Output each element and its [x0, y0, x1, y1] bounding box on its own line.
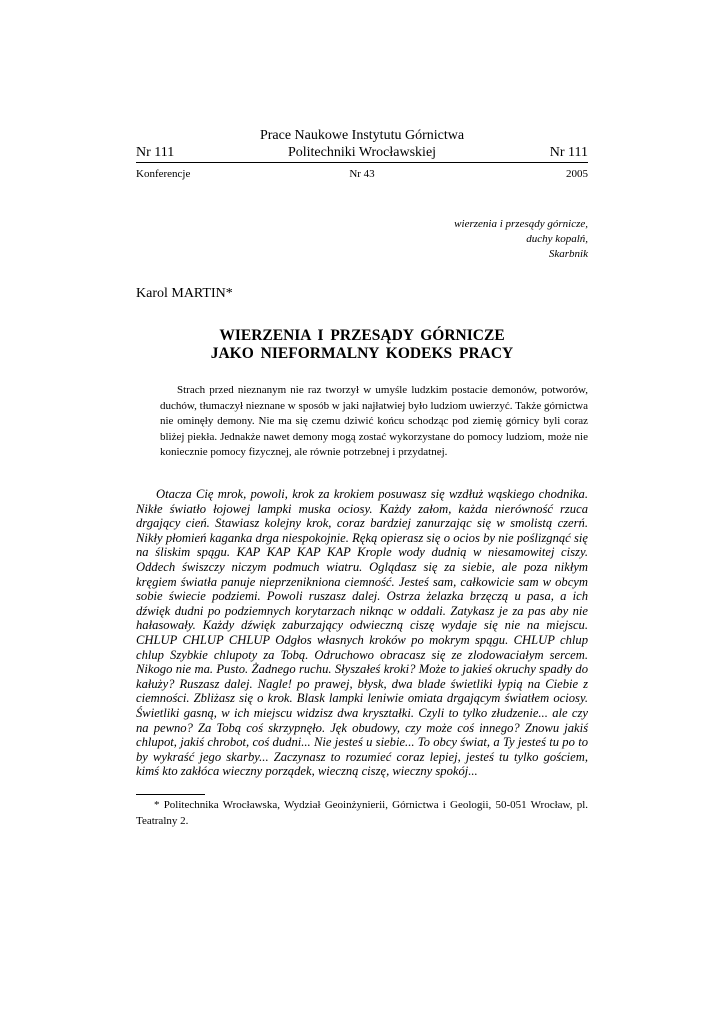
- journal-university: Politechniki Wrocławskiej: [287, 145, 437, 160]
- keyword: duchy kopalń,: [526, 233, 588, 245]
- title-line: WIERZENIA I PRZESĄDY GÓRNICZE: [219, 327, 505, 344]
- series-number: Nr 43: [349, 168, 375, 180]
- issue-number-right: Nr 111: [549, 145, 588, 160]
- body-text: [136, 487, 588, 779]
- footnote-divider: [136, 794, 205, 795]
- header-divider: [136, 162, 588, 163]
- body-paragraph: Otacza Cię mrok, powoli, krok za krokiem posuwasz się wzdłuż wąskiego chodnika. Nikłe światło łojowej lampki muska ociosy. Każdy załom, każda nierówność rzuca drgający cień. Stawiasz kolejny krok, coraz bardziej zanurzając się w smolistą czerń. Nikły płomień kaganka drga niespokojnie. Ręką opierasz się o ocios by nie poślizgnąć się na śliskim spągu. KAP KAP KAP KAP Krople wody dudnią w niesamowitej ciszy. Oddech świszczy niczym podmuch wiatru. Oglądasz się za siebie, ale poza nikłym kręgiem światła panuje nieprzenikniona ciemność. Jesteś sam, całkowicie sam w obcym sobie świecie podziemi. Powoli ruszasz dalej. Ostrza żelazka brzęczą u pasa, a ich dźwięk dudni po podziemnych korytarzach niknąc w oddali. Zatykasz je za pas aby nie hałasowały. Każdy dźwięk zaburzający odwieczną ciszę wydaje się nie na miejscu. CHLUP CHLUP CHLUP Odgłos własnych kroków po mokrym spągu. CHLUP chlup chlup Szybkie chlupoty za Tobą. Odruchowo obracasz się ze zlodowaciałym sercem. Nikogo nie ma. Pusto. Żadnego ruchu. Słyszałeś kroki? Może to jakieś okruchy spadły do kałuży? Ruszasz dalej. Nagle! po prawej, błysk, dwa blade świetliki łypią na Ciebie z ciemności. Zbliżasz się o krok. Blask lampki leniwie omiata drgającym światłem ociosy. Świetliki gasną, w ich miejscu widzisz dwa kryształki. Czyli to tylko złudzenie... ale czy na pewno? Za Tobą coś skrzypnęło. Jęk obudowy, czy może coś innego? Znowu jakiś chlupot, jakiś chrobot, coś dudni... Nie jesteś u siebie... To obcy świat, a Ty jesteś tu po to by wykraść jego skarby... Zaczynasz to rozumieć coraz lepiej, jesteś tu tylko gościem, kimś kto zakłóca wieczny porządek, wieczną ciszę, wieczny spokój...: [136, 487, 588, 779]
- abstract: [160, 383, 588, 461]
- footnote: [136, 797, 588, 829]
- keywords: [454, 217, 588, 262]
- publication-year: 2005: [566, 168, 588, 180]
- journal-title: Prace Naukowe Instytutu Górnictwa: [259, 128, 465, 143]
- series-name: Konferencje: [136, 168, 191, 180]
- issue-number-left: Nr 111: [136, 145, 175, 160]
- title-line: JAKO NIEFORMALNY KODEKS PRACY: [210, 345, 514, 362]
- article-title: [136, 327, 588, 363]
- keyword: wierzenia i przesądy górnicze,: [454, 218, 588, 230]
- author-name: Karol MARTIN*: [136, 286, 233, 301]
- journal-header-row: [136, 145, 588, 162]
- footnote-text: * Politechnika Wrocławska, Wydział Geoinżynierii, Górnictwa i Geologii, 50-051 Wrocław, pl. Teatralny 2.: [136, 799, 588, 827]
- series-row: [136, 168, 588, 182]
- abstract-paragraph: Strach przed nieznanym nie raz tworzył w umyśle ludzkim postacie demonów, potworów, duchów, tłumaczył nieznane w sposób w jaki najłatwiej było ludziom uwierzyć. Także górnictwa nie ominęły demony. Nie ma się czemu dziwić końcu schodząc pod ziemię górnicy byli coraz bliżej piekła. Jednakże nawet demony mogą zostać wykorzystane do pomocy ludziom, może nie koniecznie pomocy fizycznej, ale równie potrzebnej i przydatnej.: [160, 384, 588, 459]
- keyword: Skarbnik: [548, 248, 588, 260]
